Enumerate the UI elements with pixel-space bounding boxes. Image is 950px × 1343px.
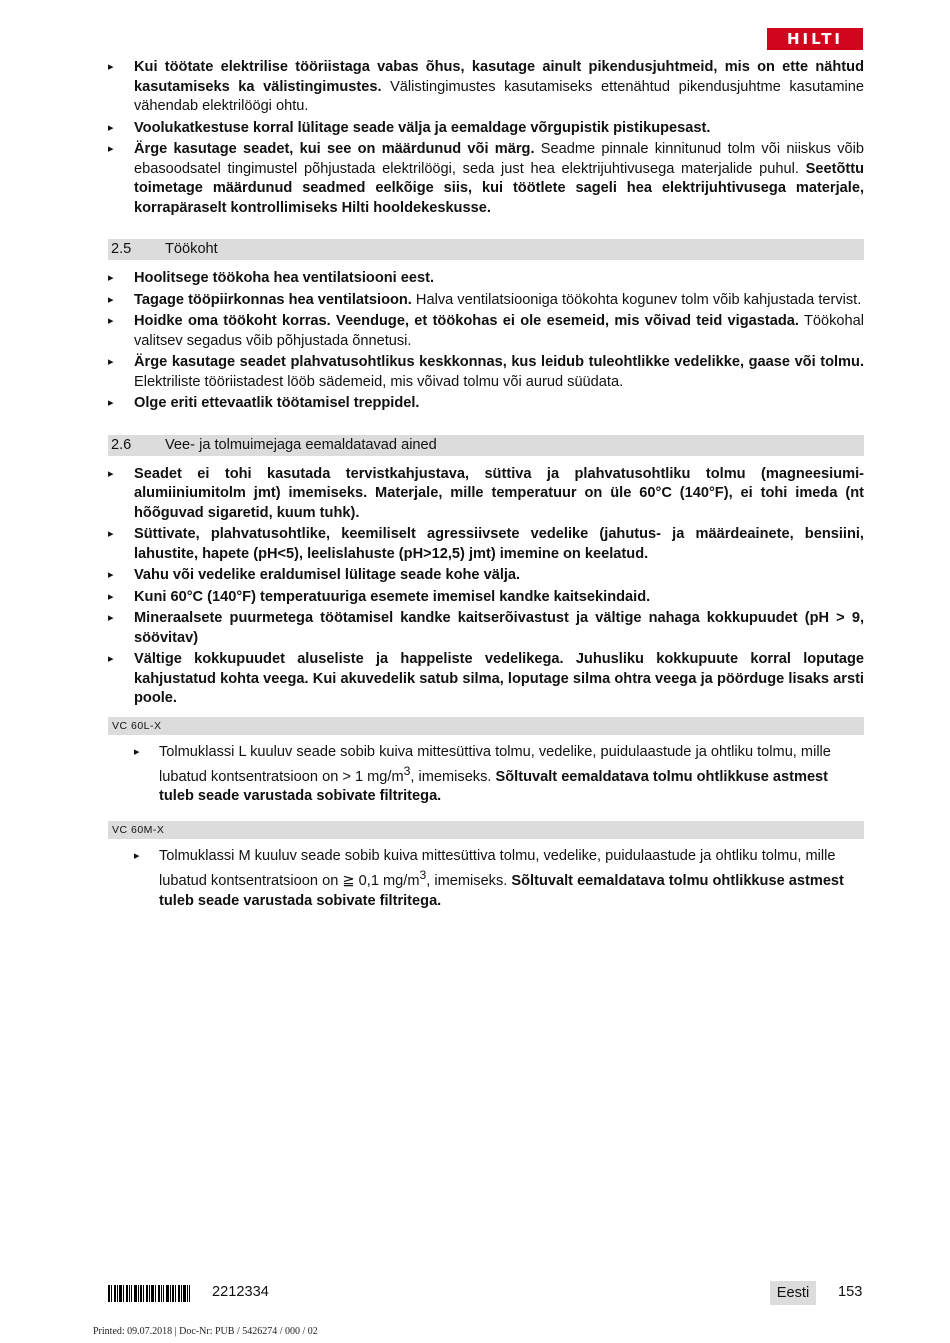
item-bold-text: Hoolitsege töökoha hea ventilatsiooni eest. — [134, 270, 435, 286]
model-label-bar: VC 60M-X — [108, 821, 864, 839]
note-text: Tolmuklassi M kuuluv seade sobib kuiva mittesüttiva tolmu, vedelike, puidulaastude ja ohtliku tolmu, mille lubatud kontsentratsioon on ≧ 0,1 mg/m — [159, 847, 836, 890]
section-title: Töökoht — [165, 241, 218, 257]
item-text: Halva ventilatsiooniga töökohta kogunev tolm võib kahjustada tervist. — [411, 291, 862, 308]
document-number: 2212334 — [212, 1284, 269, 1300]
note-text: , imemiseks. — [426, 873, 512, 890]
hilti-logo: HILTI — [767, 28, 863, 50]
model-note — [108, 847, 864, 911]
section-number: 2.5 — [111, 241, 132, 257]
note-bold-text: Sõltuvalt eemaldatava tolmu ohtlikkuse astmest tuleb seade varustada sobivate filtritega. — [159, 873, 844, 909]
superscript: 3 — [403, 764, 411, 778]
list-item — [108, 291, 864, 311]
superscript: 3 — [419, 868, 427, 883]
list-item: ▸ Vältige kokkupuudet aluseliste ja happeliste vedelikega. Juhusliku kokkupuute korral loputage kahjustatud kohta veega. Kui akuvedelik satub silma, loputage silma ohtra veega ja pöörduge lisaks arsti poole. — [108, 650, 864, 709]
item-text: Välistingimustes kasutamiseks ettenähtud pikendusjuhtme kasutamine vähendab elektrilöögi ohtu. — [134, 78, 864, 114]
item-bold-text: Voolukatkestuse korral lülitage seade välja ja eemaldage võrgupistik pistikupesast. — [134, 119, 711, 136]
item-bold-text: Ärge kasutage seadet plahvatusohtlikus keskkonnas, kus leidub tuleohtlikke vedelikke, gaase või tolmu. — [134, 354, 864, 370]
list-item: ▸ Seadet ei tohi kasutada tervistkahjustava, süttiva ja plahvatusohtliku tolmu (magneesiumi-alumiiniumitolm jmt) imemiseks. Materjale, mille temperatuur on üle 60°C (140°F), ei tohi imeda (nt hõõguvad sigaretid, kuum tuhk). — [108, 465, 864, 524]
list-item: ▸ Vahu või vedelike eraldumisel lülitage seade kohe välja. — [108, 566, 864, 586]
item-text: Töökohal valitsev segadus võib põhjustada õnnetusi. — [134, 313, 864, 349]
item-bold-text: Hoidke oma töökoht korras. Veenduge, et töökohas ei ole esemeid, mis võivad teid vigastada. — [134, 313, 799, 329]
list-item — [108, 140, 864, 218]
item-bold-text: Seetõttu toimetage määrdunud seadmed eelkõige siis, kui töötlete sageli hea elektrijuhtivusega materjale, korrapäraselt kontrollimiseks Hilti hooldekeskusse. — [134, 160, 864, 216]
list-item: ▸ Mineraalsete puurmetega töötamisel kandke kaitserõivastust ja vältige nahaga kokkupuudet (pH > 9, söövitav) — [108, 609, 864, 648]
page-number: 153 — [838, 1284, 863, 1300]
note-text: Tolmuklassi L kuuluv seade sobib kuiva mittesüttiva tolmu, vedelike, puidulaastude ja ohtliku tolmu, mille lubatud kontsentratsioon on > 1 mg/m — [159, 743, 831, 785]
note-bold-text: Sõltuvalt eemaldatava tolmu ohtlikkuse astmest tuleb seade varustada sobivate filtritega. — [159, 768, 829, 805]
section-heading-substances — [108, 435, 864, 456]
list-item — [108, 312, 864, 351]
list-item: ▸ Süttivate, plahvatusohtlike, keemiliselt agressiivsete vedelike (jahutus- ja määrdeainete, bensiini, lahustite, hapete (pH<5), leelislahuste (pH>12,5) jmt) imemine on keelatud. — [108, 525, 864, 564]
language-badge: Eesti — [770, 1281, 816, 1305]
note-text: , imemiseks. — [410, 768, 496, 785]
list-item — [108, 58, 864, 117]
list-item — [108, 353, 864, 392]
item-text: Seadme pinnale kinnitunud tolm või niiskus võib ebasoodsatel tingimustel põhjustada elektrilöögi, seda just hea elektrijuhtivusega materjalide puhul. — [134, 141, 864, 177]
item-text: Elektriliste tööriistadest lööb sädemeid, mis võivad tolmu või aurud süüdata. — [134, 373, 624, 390]
item-bold-text: Ärge kasutage seadet, kui see on määrdunud või märg. — [134, 141, 535, 157]
model-label-bar: VC 60L-X — [108, 717, 864, 735]
section-title: Vee- ja tolmuimejaga eemaldatavad ained — [165, 436, 437, 453]
barcode-icon — [108, 1285, 190, 1302]
section-number: 2.6 — [111, 436, 132, 453]
list-item — [108, 119, 864, 139]
print-info: Printed: 09.07.2018 | Doc-Nr: PUB / 5426274 / 000 / 02 — [93, 1326, 318, 1337]
item-bold-text: Olge eriti ettevaatlik töötamisel treppidel. — [134, 395, 420, 411]
item-bold-text: Kui töötate elektrilise tööriistaga vabas õhus, kasutage ainult pikendusjuhtmeid, mis on ette nähtud kasutamiseks ka välistingimustes. — [134, 59, 864, 95]
list-item — [108, 269, 864, 289]
section-heading-workplace — [108, 239, 864, 260]
list-item: ▸ Kuni 60°C (140°F) temperatuuriga esemete imemisel kandke kaitsekindaid. — [108, 588, 864, 608]
item-bold-text: Tagage tööpiirkonnas hea ventilatsioon. — [134, 291, 412, 308]
list-item — [108, 394, 864, 414]
model-note — [108, 743, 864, 807]
document-body — [108, 58, 864, 911]
